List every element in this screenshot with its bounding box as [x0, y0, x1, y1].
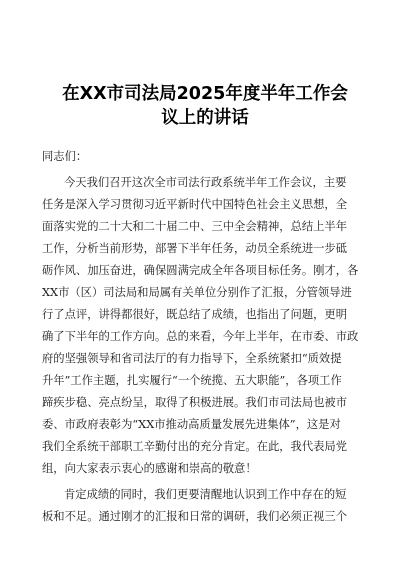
paragraph-2-line: 板和不足。通过刚才的汇报和日常的调研，我们必须正视三个	[42, 510, 348, 523]
salutation: 同志们：	[42, 150, 88, 163]
paragraph-1-line: 砺作风、加压奋进，确保圆满完成全年各项目标任务。刚才，各	[42, 264, 359, 277]
paragraph-1-line: 升年”工作主题，扎实履行“一个统揽、五大职能”，各项工作	[42, 374, 342, 387]
paragraph-1-line: 委、市政府表彰为“XX市推动高质量发展先进集体”，这是对	[42, 418, 341, 431]
paragraph-1-line: 确了下半年的工作方向。总的来看，今年上半年，在市委、市政	[42, 330, 359, 343]
paragraph-1-line: 蹄疾步稳、亮点纷呈，取得了积极进展。我们市司法局也被市	[42, 396, 348, 409]
paragraph-1-line: 组，向大家表示衷心的感谢和崇高的敬意！	[42, 462, 257, 475]
document-title-line-2: 议上的讲话	[161, 108, 249, 128]
document-title-line-1: 在XX市司法局2025年度半年工作会	[62, 84, 348, 104]
paragraph-1-line: 行了点评，讲得都很好，既总结了成绩，也指出了问题，更明	[42, 308, 348, 321]
paragraph-1-line: 我们全系统干部职工辛勤付出的充分肯定。在此，我代表局党	[42, 440, 348, 453]
paragraph-1-line: XX市（区）司法局和局属有关单位分别作了汇报，分管领导进	[42, 286, 352, 299]
paragraph-1-line: 府的坚强领导和省司法厅的有力指导下，全系统紧扣“质效提	[42, 352, 342, 365]
paragraph-1-line: 今天我们召开这次全市司法行政系统半年工作会议，主要	[64, 176, 347, 189]
paragraph-1-line: 面落实党的二十大和二十届二中、三中全会精神，总结上半年	[42, 220, 348, 233]
paragraph-1-line: 工作，分析当前形势，部署下半年任务，动员全系统进一步砥	[42, 242, 348, 255]
paragraph-2-line: 肯定成绩的同时，我们更要清醒地认识到工作中存在的短	[64, 488, 347, 501]
paragraph-1-line: 任务是深入学习贯彻习近平新时代中国特色社会主义思想，全	[42, 198, 348, 211]
